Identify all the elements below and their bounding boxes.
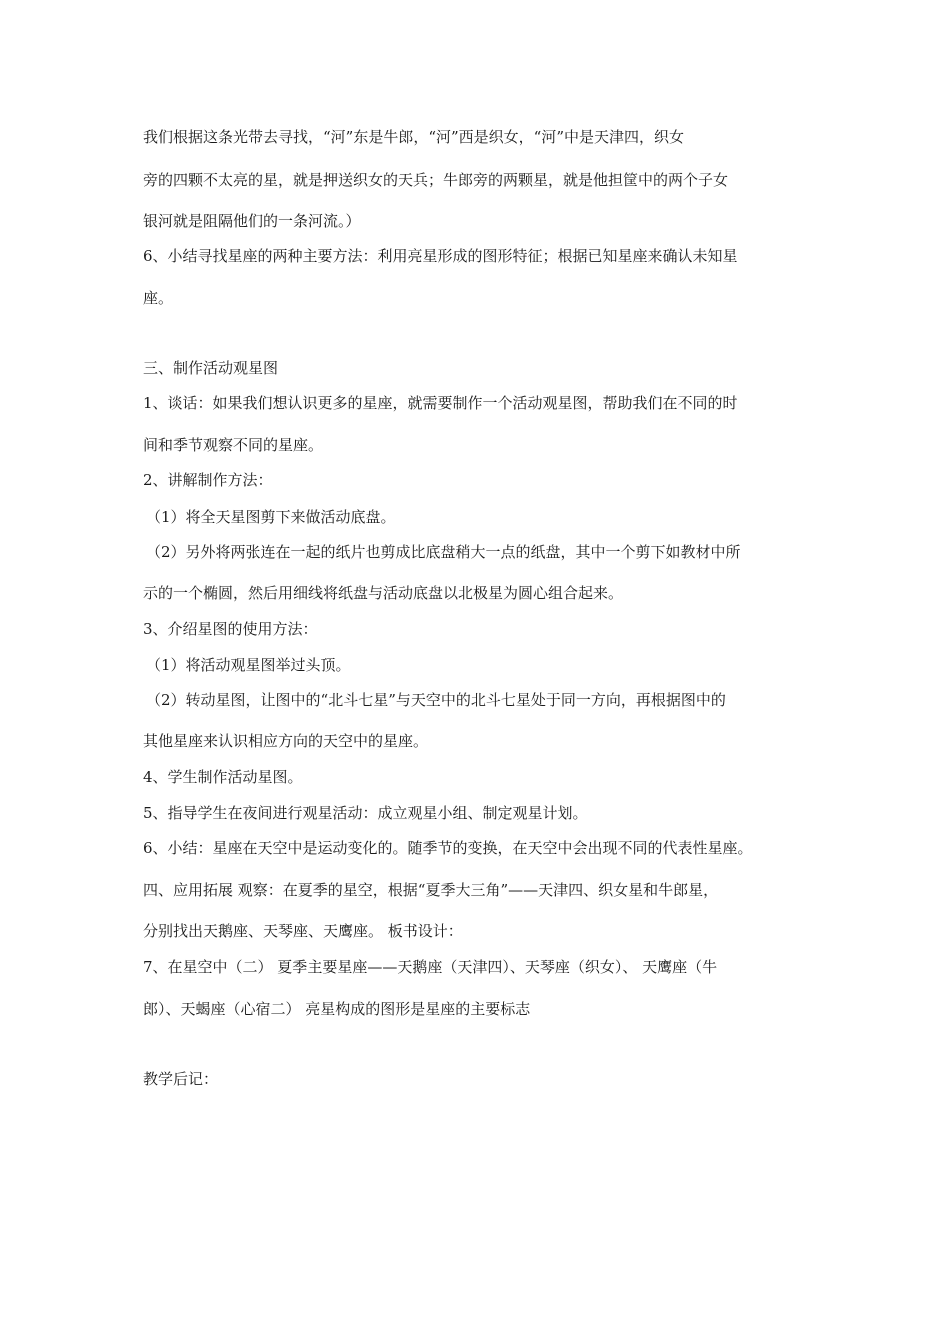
paragraph-line: 银河就是阻隔他们的一条河流。） (143, 212, 361, 230)
section-heading: 三、制作活动观星图 (143, 359, 279, 377)
closing-note: 教学后记： (143, 1070, 219, 1088)
summary-line: 6、小结寻找星座的两种主要方法：利用亮星形成的图形特征；根据已知星座来确认未知星 (143, 247, 738, 265)
list-item: 6、小结：星座在天空中是运动变化的。随季节的变换，在天空中会出现不同的代表性星座。 (143, 839, 753, 857)
paragraph-line: 我们根据这条光带去寻找，“河”东是牛郎，“河”西是织女，“河”中是天津四，织女 (143, 128, 685, 146)
list-item: 7、在星空中（二） 夏季主要星座——天鹅座（天津四）、天琴座（织女）、 天鹰座（牛 (143, 958, 718, 976)
sub-list-item: 示的一个椭圆，然后用细线将纸盘与活动底盘以北极星为圆心组合起来。 (143, 584, 624, 602)
list-item: 3、介绍星图的使用方法： (143, 620, 318, 638)
sub-list-item: （2）转动星图，让图中的“北斗七星”与天空中的北斗七星处于同一方向，再根据图中的 (146, 691, 726, 709)
sub-list-item: 其他星座来认识相应方向的天空中的星座。 (143, 732, 429, 750)
list-item: 郎）、天蝎座（心宿二） 亮星构成的图形是星座的主要标志 (143, 1000, 531, 1018)
list-item: 2、讲解制作方法： (143, 471, 273, 489)
sub-list-item: （1）将活动观星图举过头顶。 (146, 656, 351, 674)
summary-line: 座。 (143, 289, 174, 307)
paragraph-line: 分别找出天鹅座、天琴座、天鹰座。 板书设计： (143, 922, 463, 940)
list-item: 间和季节观察不同的星座。 (143, 436, 324, 454)
sub-list-item: （1）将全天星图剪下来做活动底盘。 (146, 508, 396, 526)
list-item: 5、指导学生在夜间进行观星活动：成立观星小组、制定观星计划。 (143, 804, 588, 822)
list-item: 1、谈话：如果我们想认识更多的星座，就需要制作一个活动观星图，帮助我们在不同的时 (143, 394, 738, 412)
paragraph-line: 旁的四颗不太亮的星，就是押送织女的天兵；牛郎旁的两颗星，就是他担筐中的两个子女 (143, 171, 729, 189)
sub-list-item: （2）另外将两张连在一起的纸片也剪成比底盘稍大一点的纸盘，其中一个剪下如教材中所 (146, 543, 741, 561)
section-heading: 四、应用拓展 观察：在夏季的星空，根据“夏季大三角”——天津四、织女星和牛郎星， (143, 881, 719, 899)
list-item: 4、学生制作活动星图。 (143, 768, 303, 786)
